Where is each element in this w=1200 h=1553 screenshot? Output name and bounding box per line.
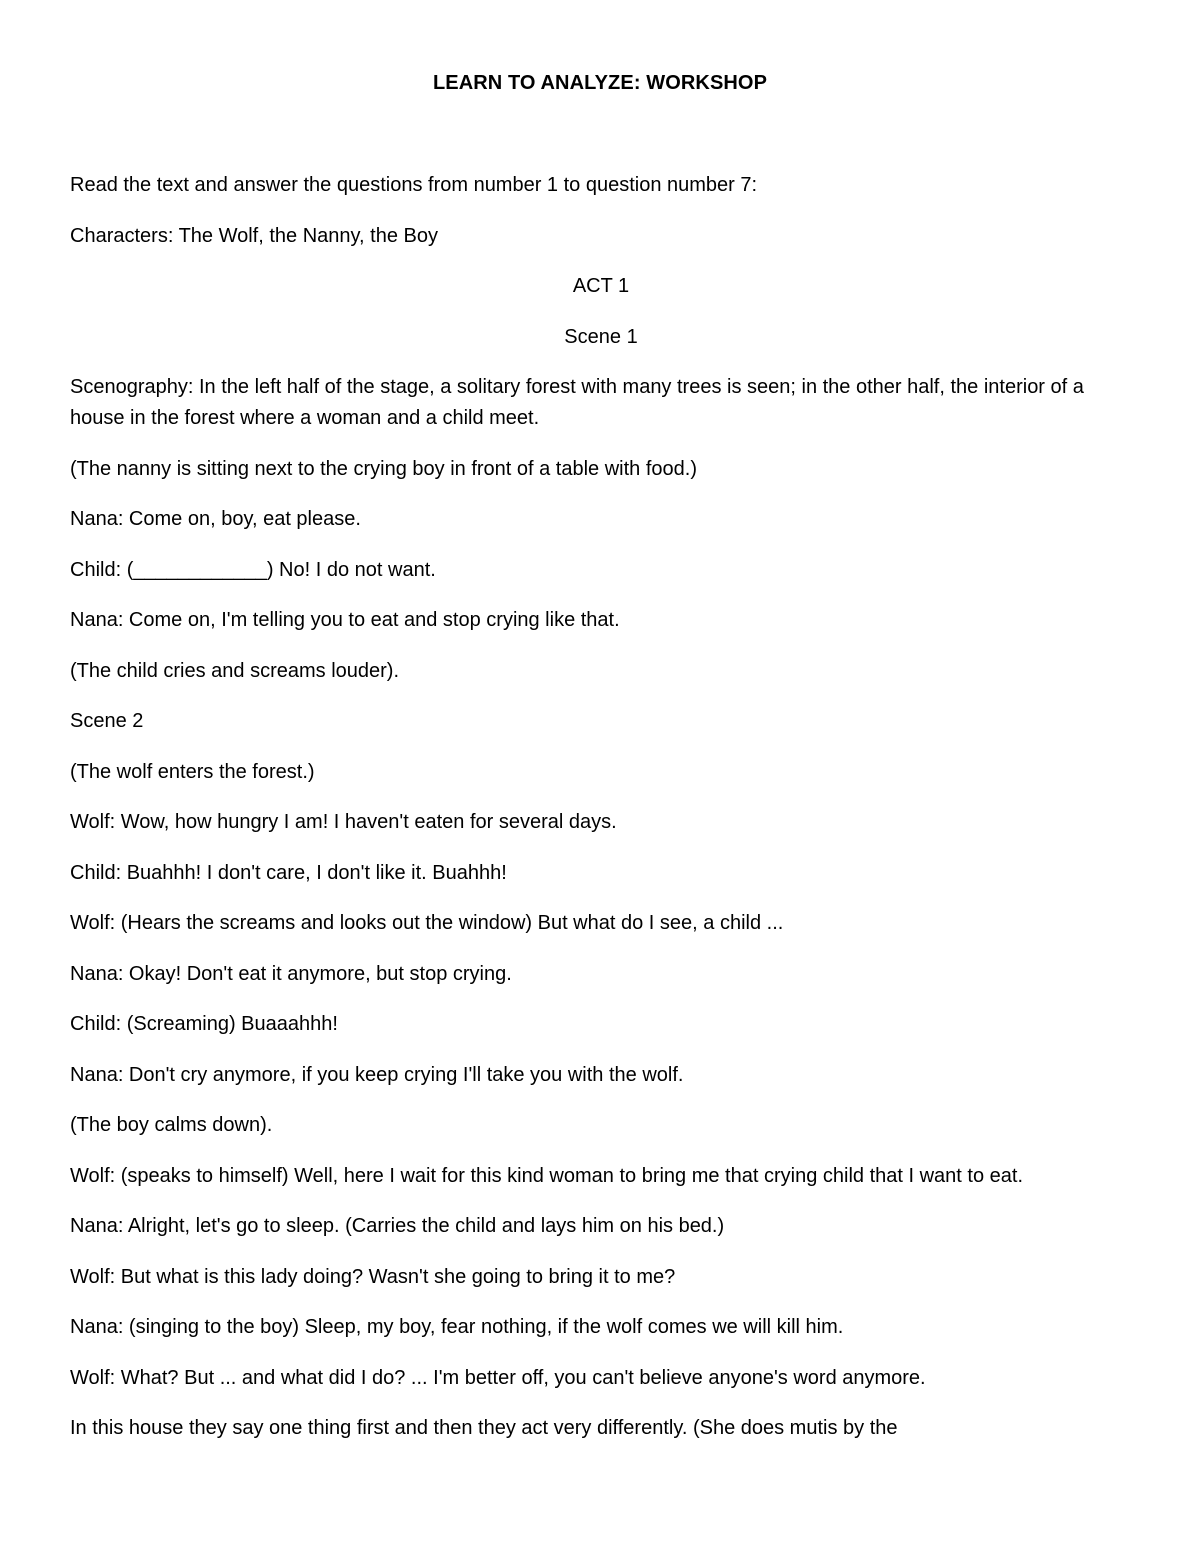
- paragraph: Nana: Okay! Don't eat it anymore, but stop crying.: [70, 962, 512, 985]
- paragraph: (The child cries and screams louder).: [70, 659, 400, 682]
- paragraph: In this house they say one thing first and then they act very differently. (She does mutis by the: [70, 1417, 898, 1439]
- paragraph: Nana: Alright, let's go to sleep. (Carries the child and lays him on his bed.): [70, 1215, 725, 1237]
- paragraph: Nana: Come on, boy, eat please.: [70, 508, 361, 530]
- paragraph: Nana: Don't cry anymore, if you keep crying I'll take you with the wolf.: [70, 1063, 684, 1086]
- paragraph: Wolf: (Hears the screams and looks out the window) But what do I see, a child ...: [70, 912, 784, 934]
- document-title: LEARN TO ANALYZE: WORKSHOP: [432, 72, 768, 94]
- paragraph: (The boy calms down).: [70, 1114, 273, 1136]
- paragraph: Scene 2: [70, 710, 144, 732]
- paragraph: Child: Buahhh! I don't care, I don't like it. Buahhh!: [70, 861, 507, 884]
- paragraph: Nana: Come on, I'm telling you to eat and stop crying like that.: [70, 609, 620, 631]
- document-body: [70, 170, 1132, 1464]
- paragraph: Wolf: What? But ... and what did I do? ... I'm better off, you can't believe anyone's word anymore.: [70, 1366, 926, 1389]
- paragraph: Wolf: But what is this lady doing? Wasn't she going to bring it to me?: [70, 1265, 676, 1288]
- paragraph: Wolf: Wow, how hungry I am! I haven't eaten for several days.: [70, 811, 617, 833]
- paragraph: (The nanny is sitting next to the crying boy in front of a table with food.): [70, 457, 698, 480]
- paragraph: Child: (Screaming) Buaaahhh!: [70, 1013, 338, 1035]
- paragraph: Scenography: In the left half of the stage, a solitary forest with many trees is seen; in the other half, the interior of a house in the forest where a woman and a child meet.: [70, 376, 1090, 429]
- paragraph: ACT 1: [572, 275, 630, 297]
- paragraph: Wolf: (speaks to himself) Well, here I wait for this kind woman to bring me that crying child that I want to eat.: [70, 1164, 1023, 1187]
- paragraph: Characters: The Wolf, the Nanny, the Boy: [70, 224, 438, 247]
- paragraph: (The wolf enters the forest.): [70, 760, 315, 783]
- paragraph: Child: (____________) No! I do not want.: [70, 558, 436, 581]
- paragraph: Nana: (singing to the boy) Sleep, my boy, fear nothing, if the wolf comes we will kill him.: [70, 1316, 844, 1338]
- paragraph: Read the text and answer the questions from number 1 to question number 7:: [70, 174, 758, 196]
- paragraph: Scene 1: [564, 325, 638, 348]
